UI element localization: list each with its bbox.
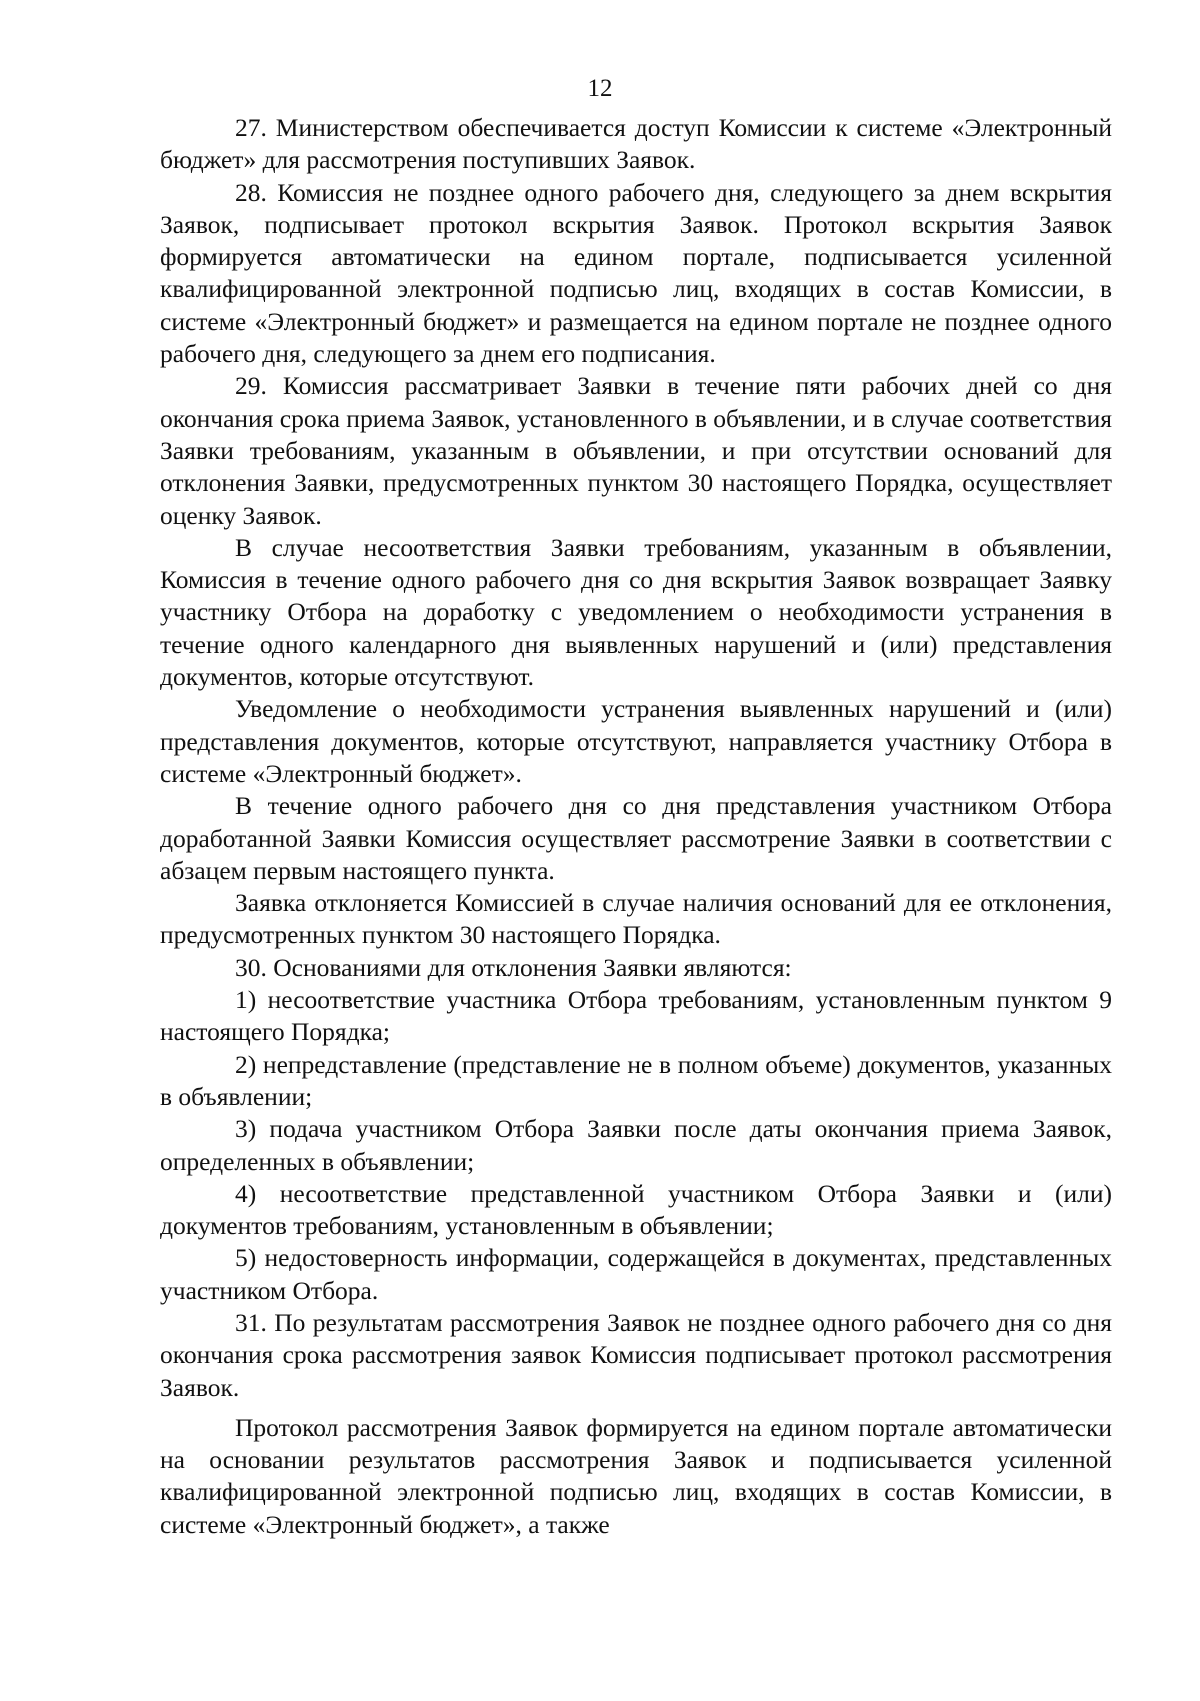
list-item-3: 3) подача участником Отбора Заявки после даты окончания приема Заявок, определенных в объявлении; bbox=[160, 1114, 1112, 1176]
document-body bbox=[160, 112, 1112, 1541]
paragraph-29-return: В случае несоответствия Заявки требованиям, указанным в объявлении, Комиссия в течение одного рабочего дня со дня вскрытия Заявок возвращает Заявку участнику Отбора на доработку с уведомлением о необходимости устранения в течение одного календарного дня выявленных нарушений и (или) представления документов, которые отсутствуют. bbox=[160, 532, 1112, 692]
paragraph-30: 30. Основаниями для отклонения Заявки являются: bbox=[235, 952, 792, 982]
list-item-4: 4) несоответствие представленной участником Отбора Заявки и (или) документов требованиям, установленным в объявлении; bbox=[160, 1178, 1112, 1241]
paragraph-28: 28. Комиссия не позднее одного рабочего дня, следующего за днем вскрытия Заявок, подписывает протокол вскрытия Заявок. Протокол вскрытия Заявок формируется автоматически на едином портале, подписывается усиленной квалифицированной электронной подписью лиц, входящих в состав Комиссии, в системе «Электронный бюджет» и размещается на едином портале не позднее одного рабочего дня, следующего за днем его подписания. bbox=[160, 177, 1112, 369]
paragraph-31: 31. По результатам рассмотрения Заявок не позднее одного рабочего дня со дня окончания срока рассмотрения заявок Комиссия подписывает протокол рассмотрения Заявок. bbox=[160, 1307, 1112, 1402]
page-number: 12 bbox=[587, 75, 613, 102]
paragraph-27: 27. Министерством обеспечивается доступ Комиссии к системе «Электронный бюджет» для рассмотрения поступивших Заявок. bbox=[160, 113, 1112, 175]
list-item-2: 2) непредставление (представление не в полном объеме) документов, указанных в объявлении; bbox=[160, 1049, 1112, 1111]
paragraph-29-rejection: Заявка отклоняется Комиссией в случае наличия оснований для ее отклонения, предусмотренных пунктом 30 настоящего Порядка. bbox=[160, 888, 1112, 950]
list-item-5: 5) недостоверность информации, содержащейся в документах, представленных участником Отбора. bbox=[160, 1243, 1112, 1305]
paragraph-31-protocol: Протокол рассмотрения Заявок формируется на едином портале автоматически на основании результатов рассмотрения Заявок и подписывается усиленной квалифицированной электронной подписью лиц, входящих в состав Комиссии, в системе «Электронный бюджет», а также bbox=[160, 1412, 1112, 1539]
paragraph-29-notice: Уведомление о необходимости устранения выявленных нарушений и (или) представления документов, которые отсутствуют, направляется участнику Отбора в системе «Электронный бюджет». bbox=[160, 694, 1112, 788]
paragraph-29-review: В течение одного рабочего дня со дня представления участником Отбора доработанной Заявки Комиссия осуществляет рассмотрение Заявки в соответствии с абзацем первым настоящего пункта. bbox=[160, 791, 1112, 885]
list-item-1: 1) несоответствие участника Отбора требованиям, установленным пунктом 9 настоящего Порядка; bbox=[160, 985, 1112, 1047]
paragraph-29: 29. Комиссия рассматривает Заявки в течение пяти рабочих дней со дня окончания срока приема Заявок, установленного в объявлении, и в случае соответствия Заявки требованиям, указанным в объявлении, и при отсутствии оснований для отклонения Заявки, предусмотренных пунктом 30 настоящего Порядка, осуществляет оценку Заявок. bbox=[160, 371, 1112, 530]
